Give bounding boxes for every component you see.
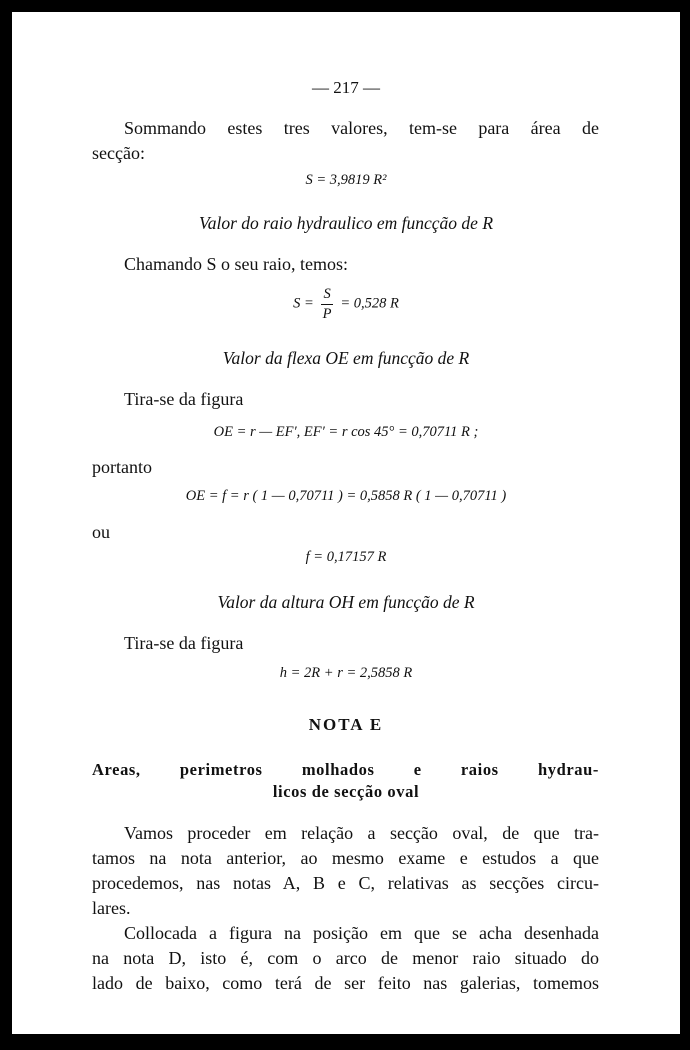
paragraph-line: na nota D, isto é, com o arco de menor raio situado do [92,948,599,968]
paragraph-line: lado de baixo, como terá de ser feito nas galerias, tomemos [92,973,599,993]
paragraph-line: Collocada a figura na posição em que se acha desenhada [124,923,599,943]
paragraph-line: Tira-se da figura [124,389,244,409]
fraction-numerator: S [321,287,332,305]
paragraph-line: Vamos proceder em relação a secção oval, de que tra- [124,823,599,843]
book-page [12,12,680,1034]
section-title-line: licos de secção oval [272,782,420,801]
subheading: Valor da flexa OE em funcção de R [222,348,470,368]
equation: OE = r — EF′, EF′ = r cos 45° = 0,70711 R ; [213,424,479,440]
equation-lhs: S = [293,295,314,312]
paragraph-line: ou [92,522,110,542]
equation: f = 0,17157 R [305,549,387,565]
paragraph-line: tamos na nota anterior, ao mesmo exame e estudos a que [92,848,599,868]
equation-rhs: = 0,528 R [340,295,399,312]
equation: S = 3,9819 R² [305,172,387,188]
paragraph-line: secção: [92,143,145,163]
section-title-line: Areas, perimetros molhados e raios hydrau- [92,760,599,779]
fraction [321,287,332,321]
paragraph-line: portanto [92,457,152,477]
subheading: Valor da altura OH em funcção de R [217,592,475,612]
paragraph-line: lares. [92,898,131,918]
equation: OE = f = r ( 1 — 0,70711 ) = 0,5858 R ( 1 — 0,70711 ) [185,488,507,504]
paragraph-line: Tira-se da figura [124,633,244,653]
paragraph-line: Sommando estes tres valores, tem-se para área de [124,118,599,138]
subheading: Valor do raio hydraulico em funcção de R [198,213,494,233]
paragraph-line: Chamando S o seu raio, temos: [124,254,348,274]
page-number: — 217 — [312,78,380,97]
equation-fraction [12,287,680,321]
paragraph-line: procedemos, nas notas A, B e C, relativas as secções circu- [92,873,599,893]
note-title: NOTA E [308,715,384,734]
equation: h = 2R + r = 2,5858 R [279,665,413,681]
fraction-denominator: P [322,305,332,322]
